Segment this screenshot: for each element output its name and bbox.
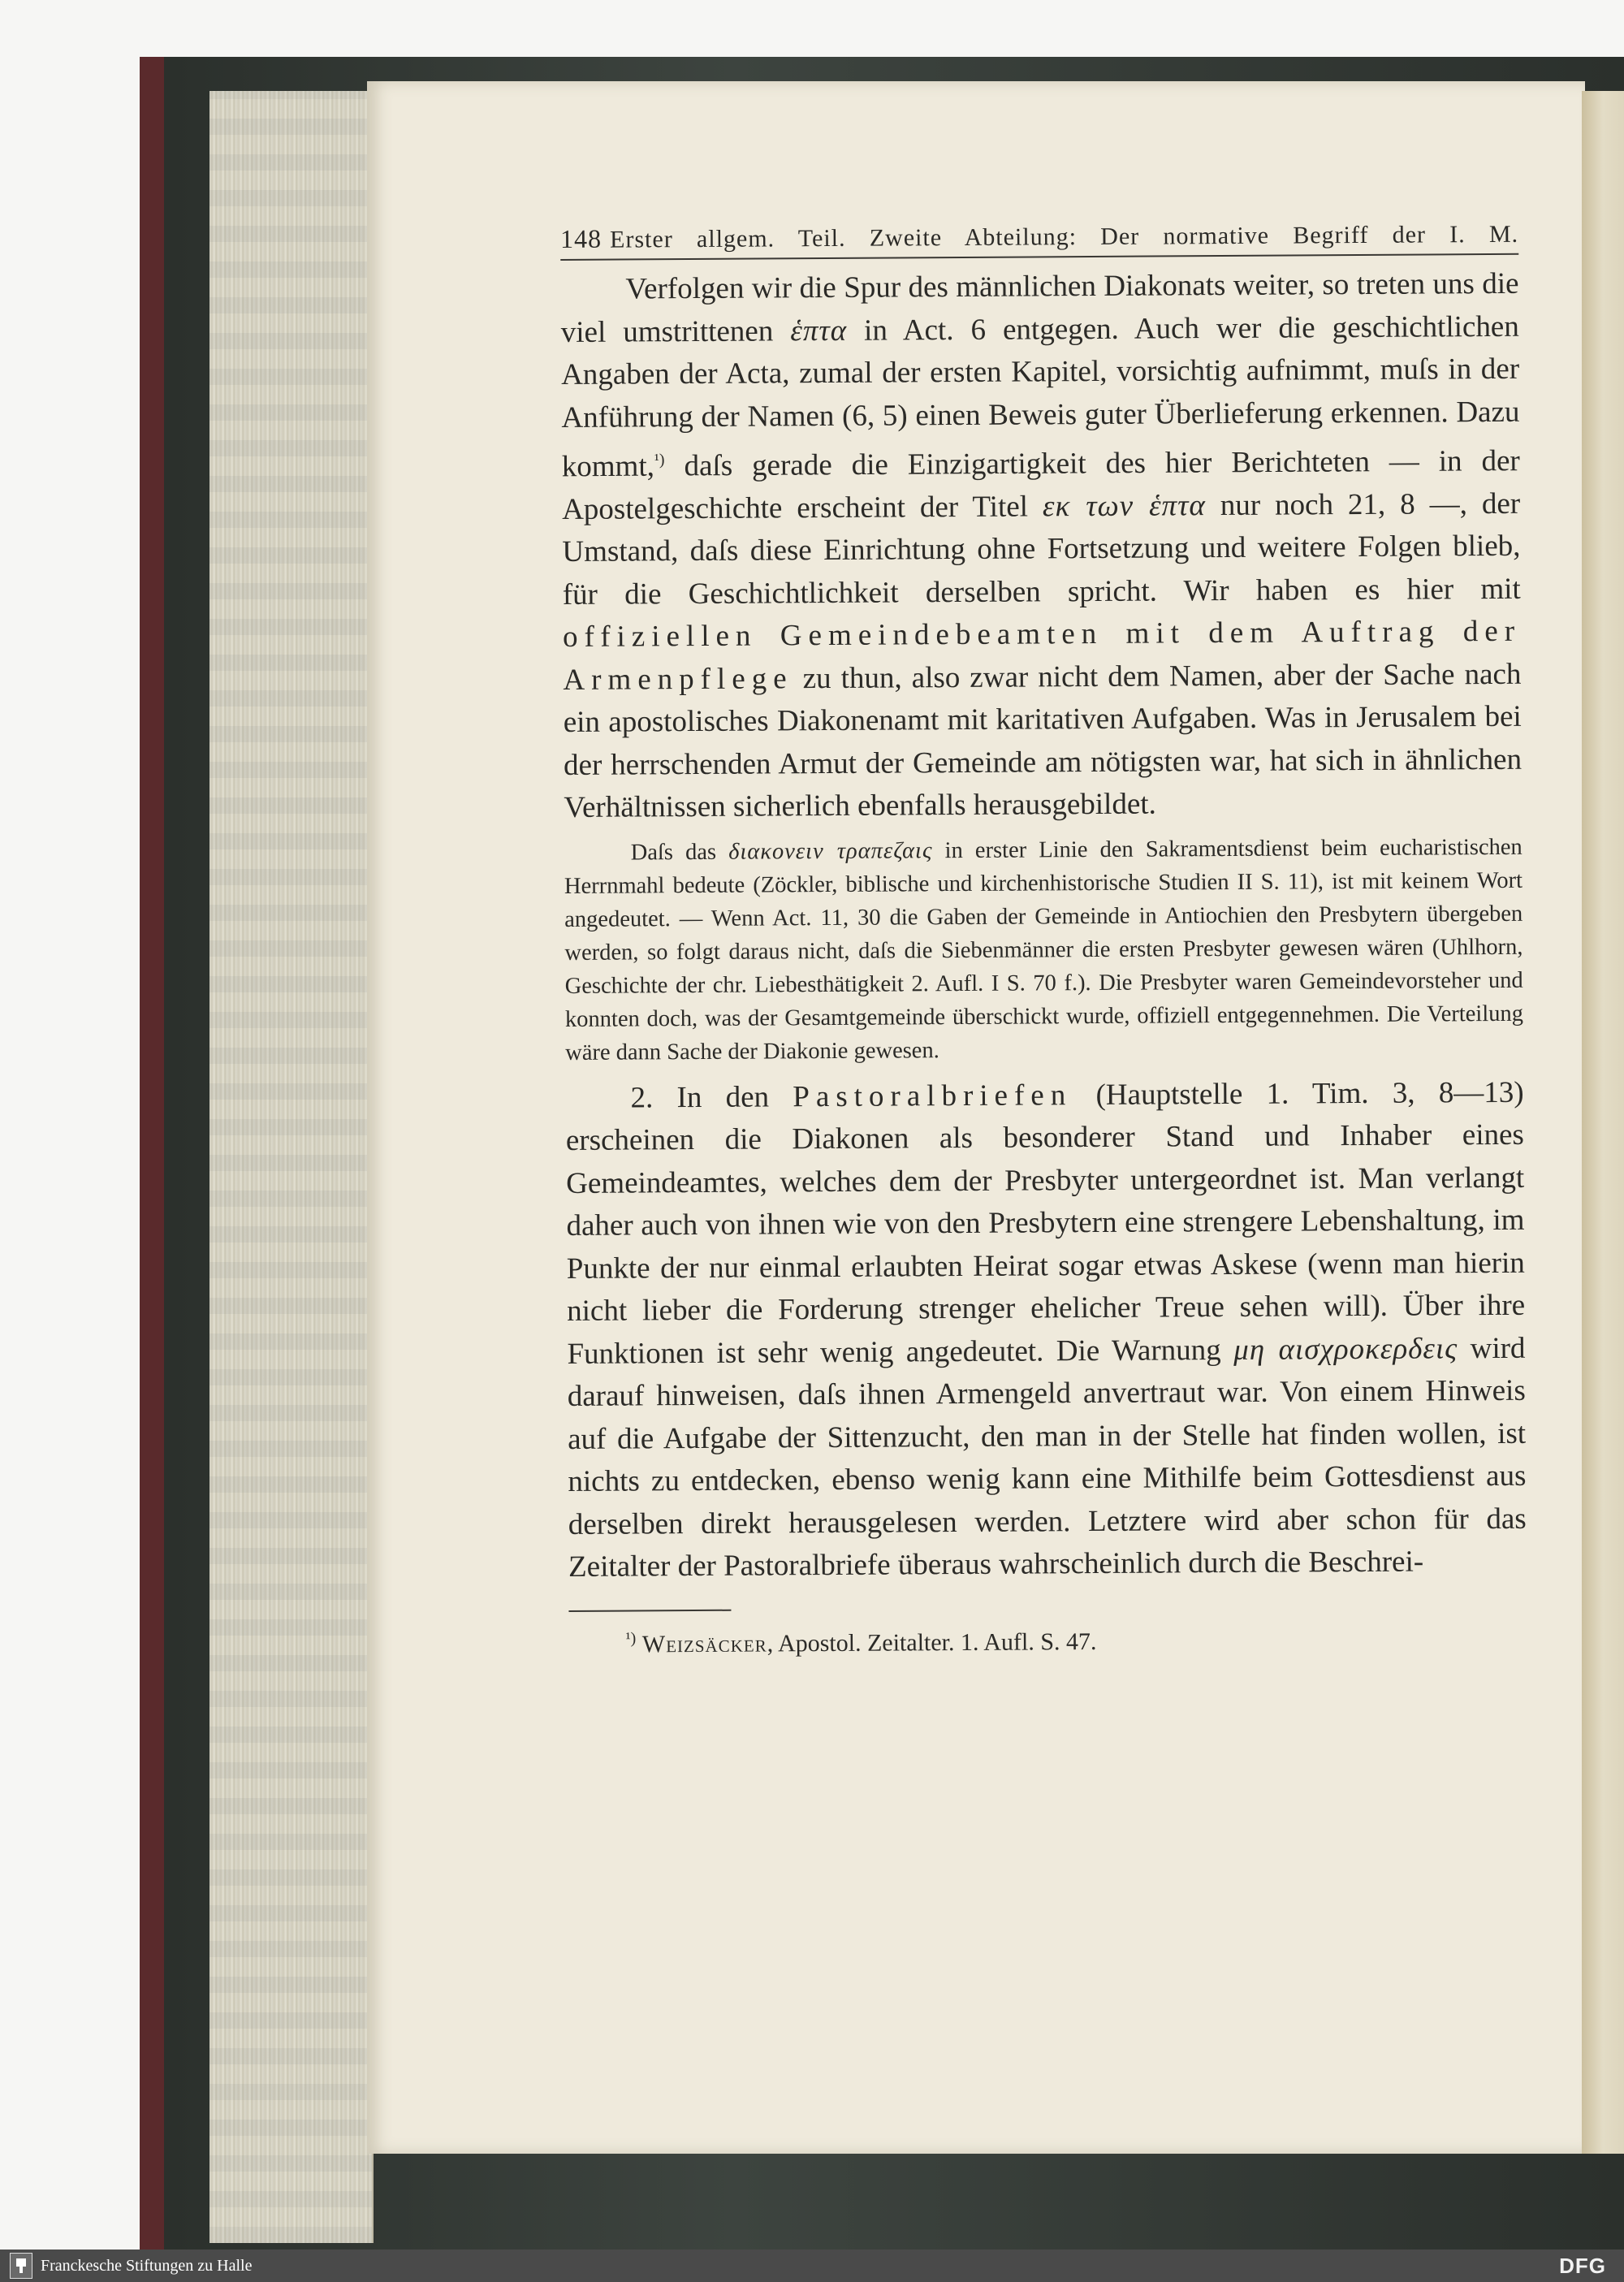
running-head-title: Erster allgem. Teil. Zweite Abteilung: Der normative Begriff der I. M.	[610, 220, 1519, 253]
paragraph-2	[565, 1072, 1527, 1589]
footnote-text: , Apostol. Zeitalter. 1. Aufl. S. 47.	[767, 1627, 1097, 1657]
footer-institution	[0, 2253, 252, 2279]
greek-phrase: μη αισχροκερδεις	[1233, 1332, 1458, 1367]
text-run: (Hauptstelle 1. Tim. 3, 8—13) erscheinen die Diakonen als besonderer Stand und Inhaber eines Gemeindeamtes, welches dem der Presbyter untergeordnet ist. Man verlangt daher auch von ihnen wie von den Presbytern eine strengere Lebenshaltung, im Punkte der nur einmal erlaubten Heirat sogar etwas Askese (wenn man hierin nicht lieber die Forderung strenger ehelicher Treue sehen will). Über ihre Funktionen ist sehr wenig angedeutet. Die Warnung	[565, 1075, 1526, 1371]
note-paragraph	[564, 831, 1524, 1070]
text-run: wird darauf hinweisen, daſs ihnen Armengeld anvertraut war. Von einem Hinweis auf die Aufgabe der Sittenzucht, den man in der Stelle hat finden wollen, ist nichts zu entdecken, ebenso wenig kann eine Mithilfe beim Gottesdienst aus derselben direkt herausgelesen werden. Letztere wird aber schon für das Zeitalter der Pastoralbriefe überaus wahrscheinlich durch die Beschrei-	[567, 1331, 1527, 1584]
page-number: 148	[560, 223, 603, 253]
small-print-note	[564, 831, 1524, 1070]
text-run: daſs gerade die Einzigartigkeit des hier Berichteten — in der Apostelgeschichte erscheint der Titel	[562, 444, 1520, 526]
text-run: Daſs das	[630, 839, 717, 866]
text-run: zu thun, also zwar nicht dem Namen, aber der Sache nach ein apostolisches Diakonenamt mit karitativen Aufgaben. Was in Jerusalem bei der herrschenden Armut der Gemeinde am nötigsten war, hat sich in ähnlichen Verhältnissen sicherlich ebenfalls herausgebildet.	[563, 657, 1522, 825]
footnote-reference: ¹)	[654, 451, 665, 469]
institution-seal-icon	[10, 2253, 32, 2279]
paragraph-1	[560, 263, 1522, 830]
institution-name[interactable]: Franckesche Stiftungen zu Halle	[41, 2256, 253, 2275]
text-run: nur noch 21, 8 —, der Umstand, daſs diese Einrichtung ohne Fortsetzung und weitere Folgen blieb, für die Geschichtlichkeit derselben spricht. Wir haben es hier mit	[562, 486, 1521, 612]
next-page-edge	[1582, 91, 1624, 2154]
footnote-marker: ¹)	[625, 1629, 637, 1648]
greek-phrase: εκ των ἑπτα	[1042, 488, 1206, 524]
main-text	[560, 263, 1522, 830]
spaced-emphasis: offiziellen Gemeindebeamten mit dem Auftrag der Armenpflege	[562, 615, 1522, 697]
spaced-emphasis: Pastoralbriefen	[793, 1078, 1073, 1114]
footnote-divider	[568, 1610, 731, 1612]
main-text-continued	[565, 1072, 1527, 1589]
running-head	[560, 218, 1518, 261]
text-run: in Act. 6 entgegen. Auch wer die geschichtlichen Angaben der Acta, zumal der ersten Kapitel, vorsichtig aufnimmt, muſs in der Anführung der Namen (6, 5) einen Beweis guter Überlieferung erkennen. Dazu kommt,	[561, 309, 1520, 484]
page-text	[560, 218, 1527, 1659]
footnote	[569, 1624, 1527, 1659]
dfg-logo[interactable]: DFG	[1559, 2253, 1606, 2278]
text-run: 2. In den	[630, 1080, 770, 1115]
page-edges	[209, 91, 374, 2243]
viewer-footer	[0, 2250, 1624, 2282]
footnote-author: Weizsäcker	[641, 1630, 767, 1658]
text-run: Verfolgen wir die Spur des männlichen Diakonats weiter, so treten uns die viel umstrittenen	[560, 266, 1519, 349]
greek-phrase: διακονειν τραπεζαις	[728, 838, 933, 865]
greek-phrase: ἑπτα	[790, 313, 848, 348]
text-run: in erster Linie den Sakramentsdienst beim eucharistischen Herrnmahl bedeute (Zöckler, biblische und kirchenhistorische Studien II S. 11), ist mit keinem Wort angedeutet. — Wenn Act. 11, 30 die Gaben der Gemeinde in Antiochien den Presbytern übergeben werden, so folgt daraus nicht, daſs die Siebenmänner die ersten Presbyter gewesen wären (Uhlhorn, Geschichte der chr. Liebesthätigkeit 2. Aufl. I S. 70 f.). Die Presbyter waren Gemeindevorsteher und konnten doch, was der Gesamtgemeinde überschickt wurde, offiziell entgegennehmen. Die Verteilung wäre dann Sache der Diakonie gewesen.	[564, 834, 1524, 1065]
